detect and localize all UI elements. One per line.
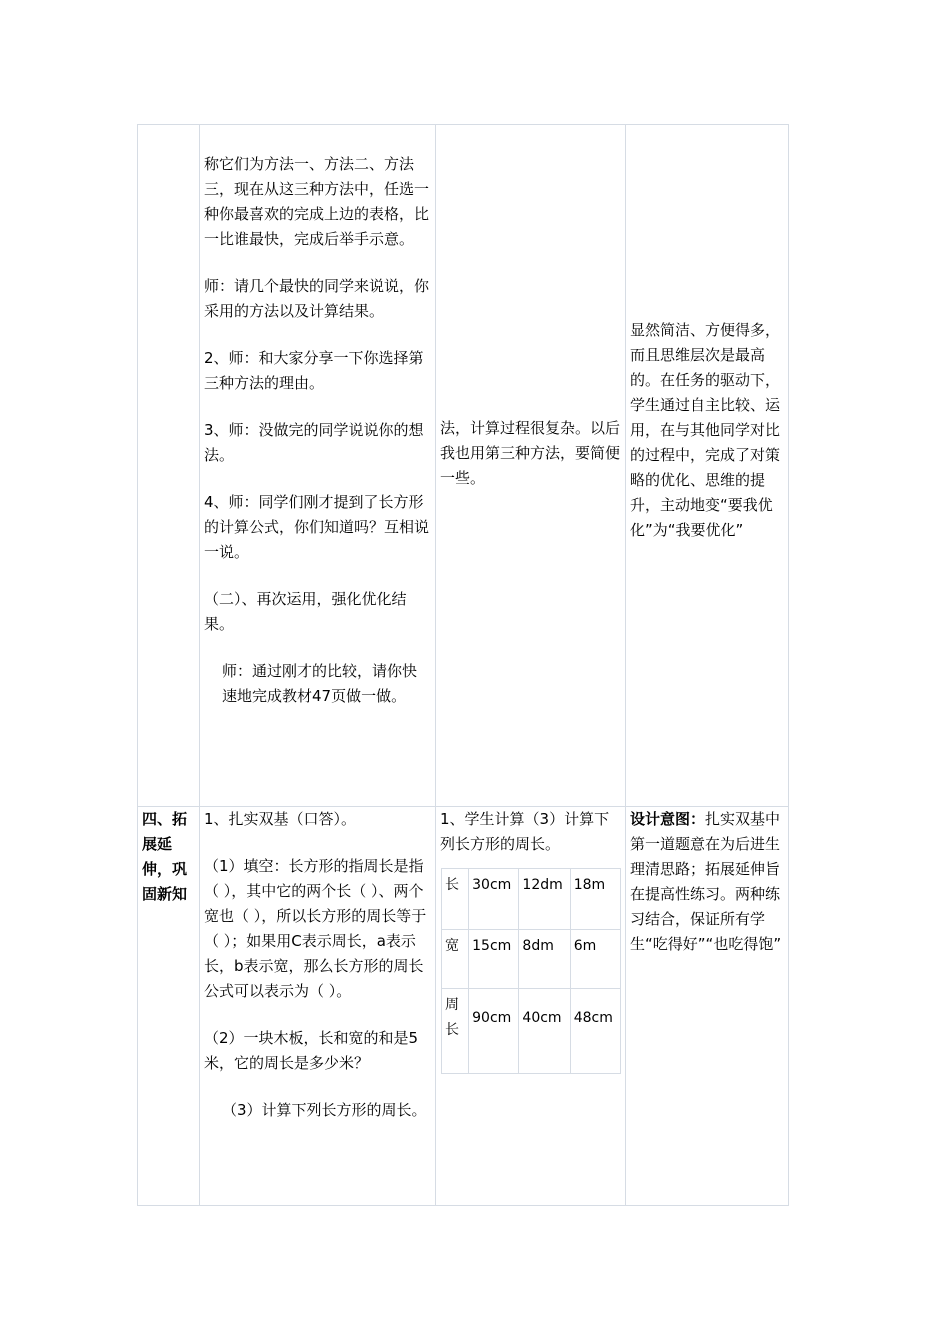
- design-intent-cell: [626, 807, 789, 1206]
- student-activity-cell: [436, 807, 626, 1206]
- row-label: 周长: [442, 989, 469, 1074]
- teacher-activity-cell: [200, 125, 436, 807]
- design-intent-text: 扎实双基中第一道题意在为后进生理清思路；拓展延伸旨在提高性练习。两种练习结合，保证所有学生“吃得好”“也吃得饱”: [630, 810, 782, 953]
- paragraph: 师：请几个最快的同学来说说，你采用的方法以及计算结果。: [204, 277, 430, 320]
- design-intent-cell: 显然简洁、方便得多，而且思维层次是最高的。在任务的驱动下，学生通过自主比较、运用，在与其他同学对比的过程中，完成了对策略的优化、思维的提升，主动地变“要我优化”为“我要优化”: [626, 125, 789, 807]
- paragraph: 3、师：没做完的同学说说你的想法。: [204, 421, 424, 464]
- table-row: [138, 125, 789, 807]
- table-cell: 40cm: [519, 989, 570, 1074]
- rectangle-perimeter-table: [441, 868, 621, 1074]
- paragraph: 2、师：和大家分享一下你选择第三种方法的理由。: [204, 349, 424, 392]
- design-intent-label: 设计意图：: [630, 810, 706, 828]
- table-row: [442, 989, 621, 1074]
- stage-cell: [138, 807, 200, 1206]
- paragraph: （二）、再次运用，强化优化结果。: [204, 590, 407, 633]
- table-cell: 48cm: [570, 989, 620, 1074]
- row-label: 长: [442, 869, 469, 930]
- table-cell: 90cm: [469, 989, 519, 1074]
- table-row: [138, 807, 789, 1206]
- table-cell: 30cm: [469, 869, 519, 930]
- paragraph: 1、学生计算（3）计算下列长方形的周长。: [440, 810, 610, 853]
- teacher-activity-cell: [200, 807, 436, 1206]
- paragraph: 4、师：同学们刚才提到了长方形的计算公式，你们知道吗？互相说一说。: [204, 493, 430, 561]
- stage-cell: [138, 125, 200, 807]
- paragraph: （2）一块木板，长和宽的和是5米，它的周长是多少米？: [204, 1029, 419, 1072]
- paragraph: （3）计算下列长方形的周长。: [222, 1101, 427, 1119]
- table-cell: 6m: [570, 930, 620, 989]
- table-cell: 18m: [570, 869, 620, 930]
- table-cell: 8dm: [519, 930, 570, 989]
- table-cell: 15cm: [469, 930, 519, 989]
- paragraph: 师：通过刚才的比较，请你快速地完成教材47页做一做。: [222, 662, 418, 705]
- paragraph: 1、扎实双基（口答）。: [204, 810, 357, 828]
- lesson-plan-table: [137, 124, 789, 1206]
- student-activity-cell: 法，计算过程很复杂。以后我也用第三种方法，要简便一些。: [436, 125, 626, 807]
- stage-title: 四、拓展延伸，巩固新知: [142, 810, 188, 903]
- paragraph: 称它们为方法一、方法二、方法三，现在从这三种方法中，任选一种你最喜欢的完成上边的表格，比一比谁最快，完成后举手示意。: [204, 155, 430, 248]
- table-row: [442, 869, 621, 930]
- row-label: 宽: [442, 930, 469, 989]
- paragraph: （1）填空：长方形的指周长是指（ ），其中它的两个长（ ）、两个宽也（ ），所以长方形的周长等于（ ）；如果用C表示周长，a表示长，b表示宽，那么长方形的周长公式可以表示为（ ）。: [204, 857, 427, 1000]
- table-cell: 12dm: [519, 869, 570, 930]
- table-row: [442, 930, 621, 989]
